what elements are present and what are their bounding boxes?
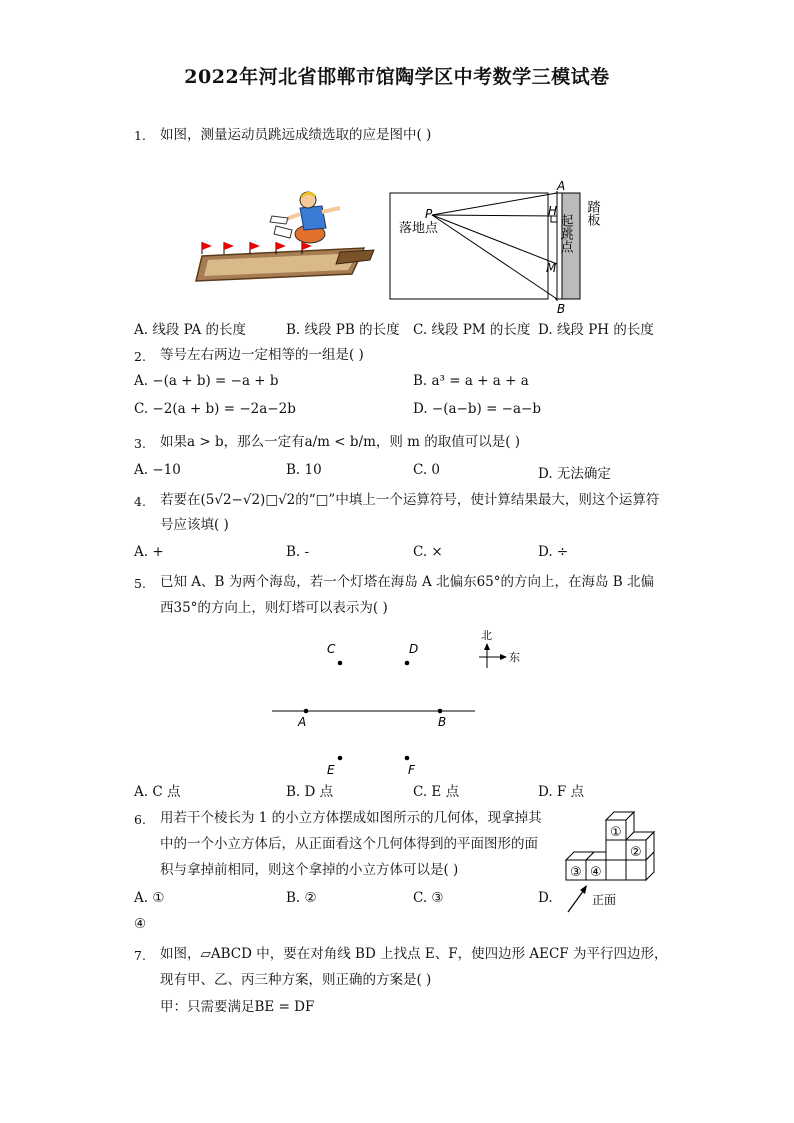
q7-text-line3: 甲：只需要满足BE = DF <box>160 999 315 1015</box>
q2-number: 2. <box>134 349 146 364</box>
q5-option-d[interactable]: D. F 点 <box>538 784 585 800</box>
cube-4-label: ④ <box>590 865 602 880</box>
label-A: A <box>557 179 566 193</box>
label-point-F: F <box>408 763 415 777</box>
q5-option-a[interactable]: A. C 点 <box>134 784 181 800</box>
q3-option-d[interactable]: D. 无法确定 <box>538 466 611 482</box>
q6-text-line1: 用若干个棱长为 1 的小立方体摆成如图所示的几何体，现拿掉其 <box>160 810 542 826</box>
q5-text-line2: 西35°的方向上，则灯塔可以表示为( ) <box>160 600 388 616</box>
q3-number: 3. <box>134 436 146 451</box>
label-takeoff-point: 起跳点 <box>557 214 573 253</box>
cube-1-label: ① <box>610 825 622 840</box>
label-P: P <box>425 207 433 221</box>
cube-3-label: ③ <box>570 865 582 880</box>
q5-text-line1: 已知 A、B 为两个海岛，若一个灯塔在海岛 A 北偏东65°的方向上，在海岛 B 北偏 <box>160 574 655 590</box>
compass-icon <box>479 643 507 668</box>
q7-text-line2: 现有甲、乙、丙三种方案，则正确的方案是( ) <box>160 972 432 988</box>
long-jump-illustration <box>192 186 382 286</box>
q6-option-b[interactable]: B. ② <box>286 890 317 906</box>
q3-option-c[interactable]: C. 0 <box>413 462 441 478</box>
q4-text-line1: 若要在(5√2−√2)□√2的“□”中填上一个运算符号，使计算结果最大，则这个运算符 <box>160 492 660 508</box>
q2-option-c[interactable]: C. −2(a + b) = −2a−2b <box>134 401 296 417</box>
q4-option-c[interactable]: C. × <box>413 544 443 560</box>
q3-text: 如果a > b，那么一定有a/m < b/m，则 m 的取值可以是( ) <box>160 434 521 450</box>
q6-text-line3: 积与拿掉前相同，则这个拿掉的小立方体可以是( ) <box>160 862 459 878</box>
q3-option-a[interactable]: A. −10 <box>134 462 181 478</box>
cube-2-label: ② <box>630 845 642 860</box>
page-title: 2022年河北省邯郸市馆陶学区中考数学三模试卷 <box>184 66 610 88</box>
q6-cubes-diagram <box>562 804 666 916</box>
q1-text: 如图，测量运动员跳远成绩选取的应是图中( ) <box>160 127 432 143</box>
q4-option-d[interactable]: D. ÷ <box>538 544 569 560</box>
q1-option-b[interactable]: B. 线段 PB 的长度 <box>286 322 400 338</box>
q7-text-line1: 如图，▱ABCD 中，要在对角线 BD 上找点 E、F，使四边形 AECF 为平行四边形， <box>160 946 668 962</box>
label-east: 东 <box>509 651 520 664</box>
label-landing-point: 落地点 <box>399 221 439 236</box>
label-island-A: A <box>298 715 307 729</box>
q5-option-c[interactable]: C. E 点 <box>413 784 460 800</box>
label-point-E: E <box>327 763 335 777</box>
label-north: 北 <box>481 629 492 642</box>
q1-option-a[interactable]: A. 线段 PA 的长度 <box>134 322 247 338</box>
q6-option-c[interactable]: C. ③ <box>413 890 444 906</box>
q2-option-a[interactable]: A. −(a + b) = −a + b <box>134 373 279 389</box>
q2-option-d[interactable]: D. −(a−b) = −a−b <box>413 401 541 417</box>
q5-option-b[interactable]: B. D 点 <box>286 784 334 800</box>
q5-islands-diagram <box>265 625 535 780</box>
label-B: B <box>557 302 566 316</box>
q6-option-d-wrap: ④ <box>134 916 147 932</box>
q1-measurement-diagram <box>385 178 615 318</box>
q6-text-line2: 中的一个小立方体后，从正面看这个几何体得到的平面图形的面 <box>160 836 538 852</box>
q6-option-d[interactable]: D. <box>538 890 553 906</box>
q4-number: 4. <box>134 494 146 509</box>
label-island-B: B <box>438 715 447 729</box>
q1-number: 1. <box>134 128 146 143</box>
label-point-D: D <box>409 642 419 656</box>
q7-number: 7. <box>134 948 146 963</box>
q1-option-d[interactable]: D. 线段 PH 的长度 <box>538 322 654 338</box>
front-view-label: 正面 <box>592 893 617 907</box>
front-view-arrow-icon <box>568 885 587 912</box>
label-board: 踏板 <box>584 200 600 226</box>
q6-option-a[interactable]: A. ① <box>134 890 165 906</box>
q6-number: 6. <box>134 812 146 827</box>
label-point-C: C <box>327 642 336 656</box>
label-H: H <box>548 204 558 218</box>
q2-option-b[interactable]: B. a³ = a + a + a <box>413 373 529 389</box>
q5-number: 5. <box>134 576 146 591</box>
q4-option-a[interactable]: A. + <box>134 544 164 560</box>
q4-option-b[interactable]: B. - <box>286 544 310 560</box>
label-M: M <box>546 261 557 275</box>
q4-text-line2: 号应该填( ) <box>160 517 229 533</box>
q2-text: 等号左右两边一定相等的一组是( ) <box>160 347 364 363</box>
q1-option-c[interactable]: C. 线段 PM 的长度 <box>413 322 531 338</box>
q3-option-b[interactable]: B. 10 <box>286 462 322 478</box>
